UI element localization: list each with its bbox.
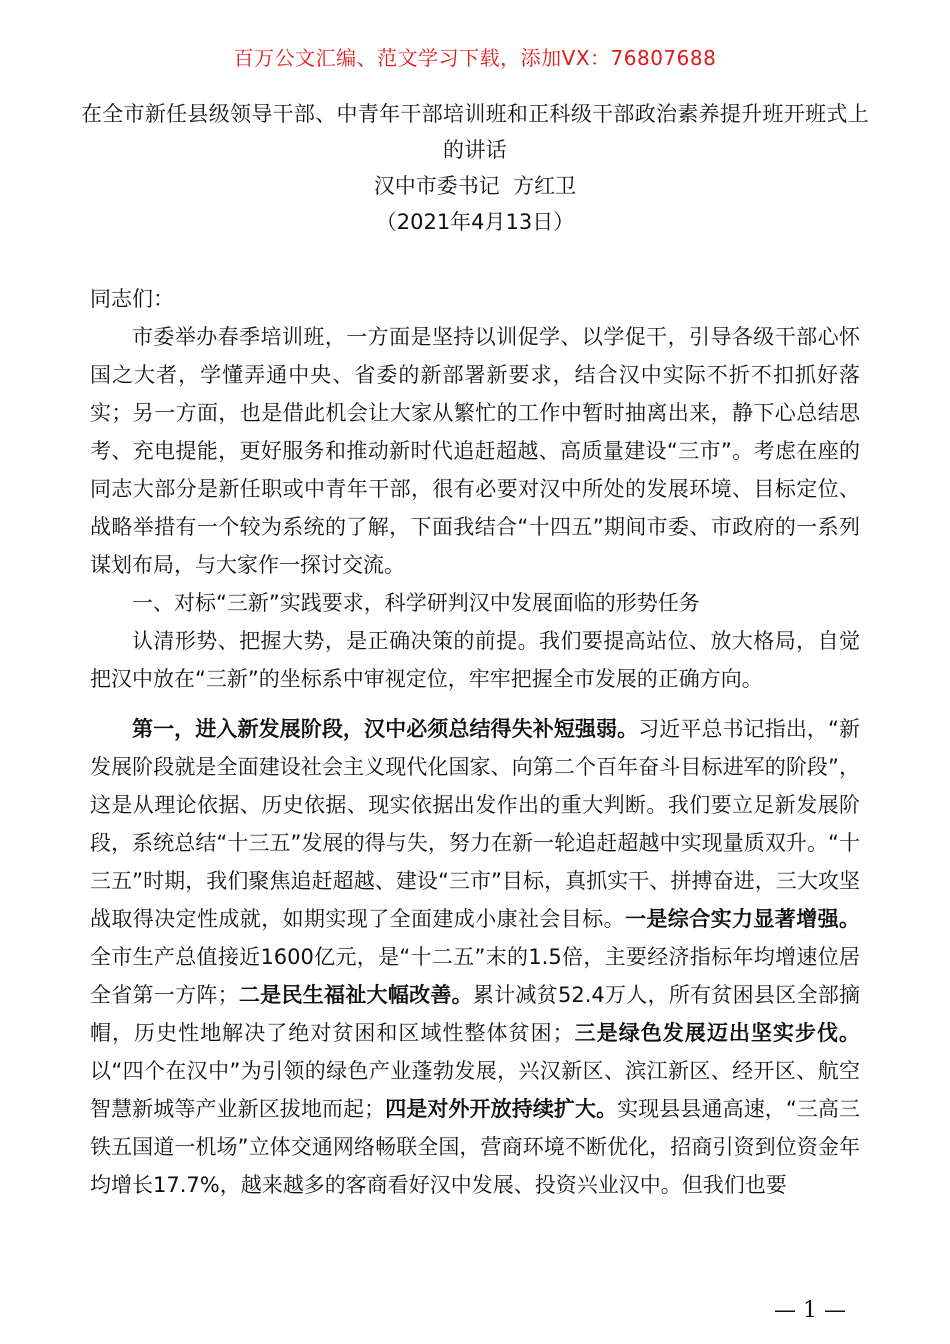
page-number: — 1 — — [774, 1298, 846, 1323]
paragraph-intro: 市委举办春季培训班，一方面是坚持以训促学、以学促干，引导各级干部心怀国之大者，学懂弄通中央、省委的新部署新要求，结合汉中实际不折不扣抓好落实；另一方面，也是借此机会让大家从繁忙的工作中暂时抽离出来，静下心总结思考、充电提能，更好服务和推动新时代追赶超越、高质量建设“三市”。考虑在座的同志大部分是新任职或中青年干部，很有必要对汉中所处的发展环境、目标定位、战略举措有一个较为系统的了解，下面我结合“十四五”期间市委、市政府的一系列谋划布局，与大家作一探讨交流。 — [90, 325, 860, 577]
paragraph-text: 全市生产总值接近1600亿元，是“十二五”末的1.5倍，主要经济指标年均增速位居全省第一方阵； — [90, 945, 860, 1007]
paragraph-text: 以“四个在汉中”为引领的绿色产业蓬勃发展，兴汉新区、滨江新区、经开区、航空智慧新城等产业新区拔地而起； — [90, 1059, 860, 1121]
bold-point: 二是民生福祉大幅改善。 — [238, 983, 473, 1007]
bold-point: 一是综合实力显著增强。 — [625, 907, 860, 931]
speaker-line: 汉中市委书记 方红卫 — [373, 174, 577, 198]
paragraph-first-point — [90, 710, 860, 1204]
paragraph-text: 习近平总书记指出，“新发展阶段就是全面建设社会主义现代化国家、向第二个百年奋斗目标进军的阶段”，这是从理论依据、历史依据、现实依据出发作出的重大判断。我们要立足新发展阶段，系统总结“十三五”发展的得与失，努力在新一轮追赶超越中实现量质双升。“十三五”时期，我们聚焦追赶超越、建设“三市”目标，真抓实干、拼搏奋进，三大攻坚战取得决定性成就，如期实现了全面建成小康社会目标。 — [90, 717, 860, 931]
document-body — [90, 280, 860, 1204]
bold-point: 四是对外开放持续扩大。 — [385, 1097, 618, 1121]
bold-lead: 第一，进入新发展阶段，汉中必须总结得失补短强弱。 — [132, 717, 639, 741]
bold-point: 三是绿色发展迈出坚实步伐。 — [573, 1021, 861, 1045]
paragraph-text: 累计减贫52.4万人，所有贫困县区全部摘帽，历史性地解决了绝对贫困和区域性整体贫困； — [90, 983, 861, 1045]
document-title: 在全市新任县级领导干部、中青年干部培训班和正科级干部政治素养提升班开班式上的讲话 — [80, 102, 870, 162]
section-heading: 一、对标“三新”实践要求，科学研判汉中发展面临的形势任务 — [132, 591, 700, 615]
paragraph-situation: 认清形势、把握大势，是正确决策的前提。我们要提高站位、放大格局，自觉把汉中放在“三新”的坐标系中审视定位，牢牢把握全市发展的正确方向。 — [90, 629, 860, 691]
watermark-banner: 百万公文汇编、范文学习下载，添加VX：76807688 — [233, 46, 717, 70]
date-line: （2021年4月13日） — [375, 210, 575, 234]
greeting: 同志们： — [90, 287, 174, 311]
paragraph-text: 实现县县通高速，“三高三铁五国道一机场”立体交通网络畅联全国，营商环境不断优化，招商引资到位资金年均增长17.7%，越来越多的客商看好汉中发展、投资兴业汉中。但我们也要 — [90, 1097, 861, 1197]
